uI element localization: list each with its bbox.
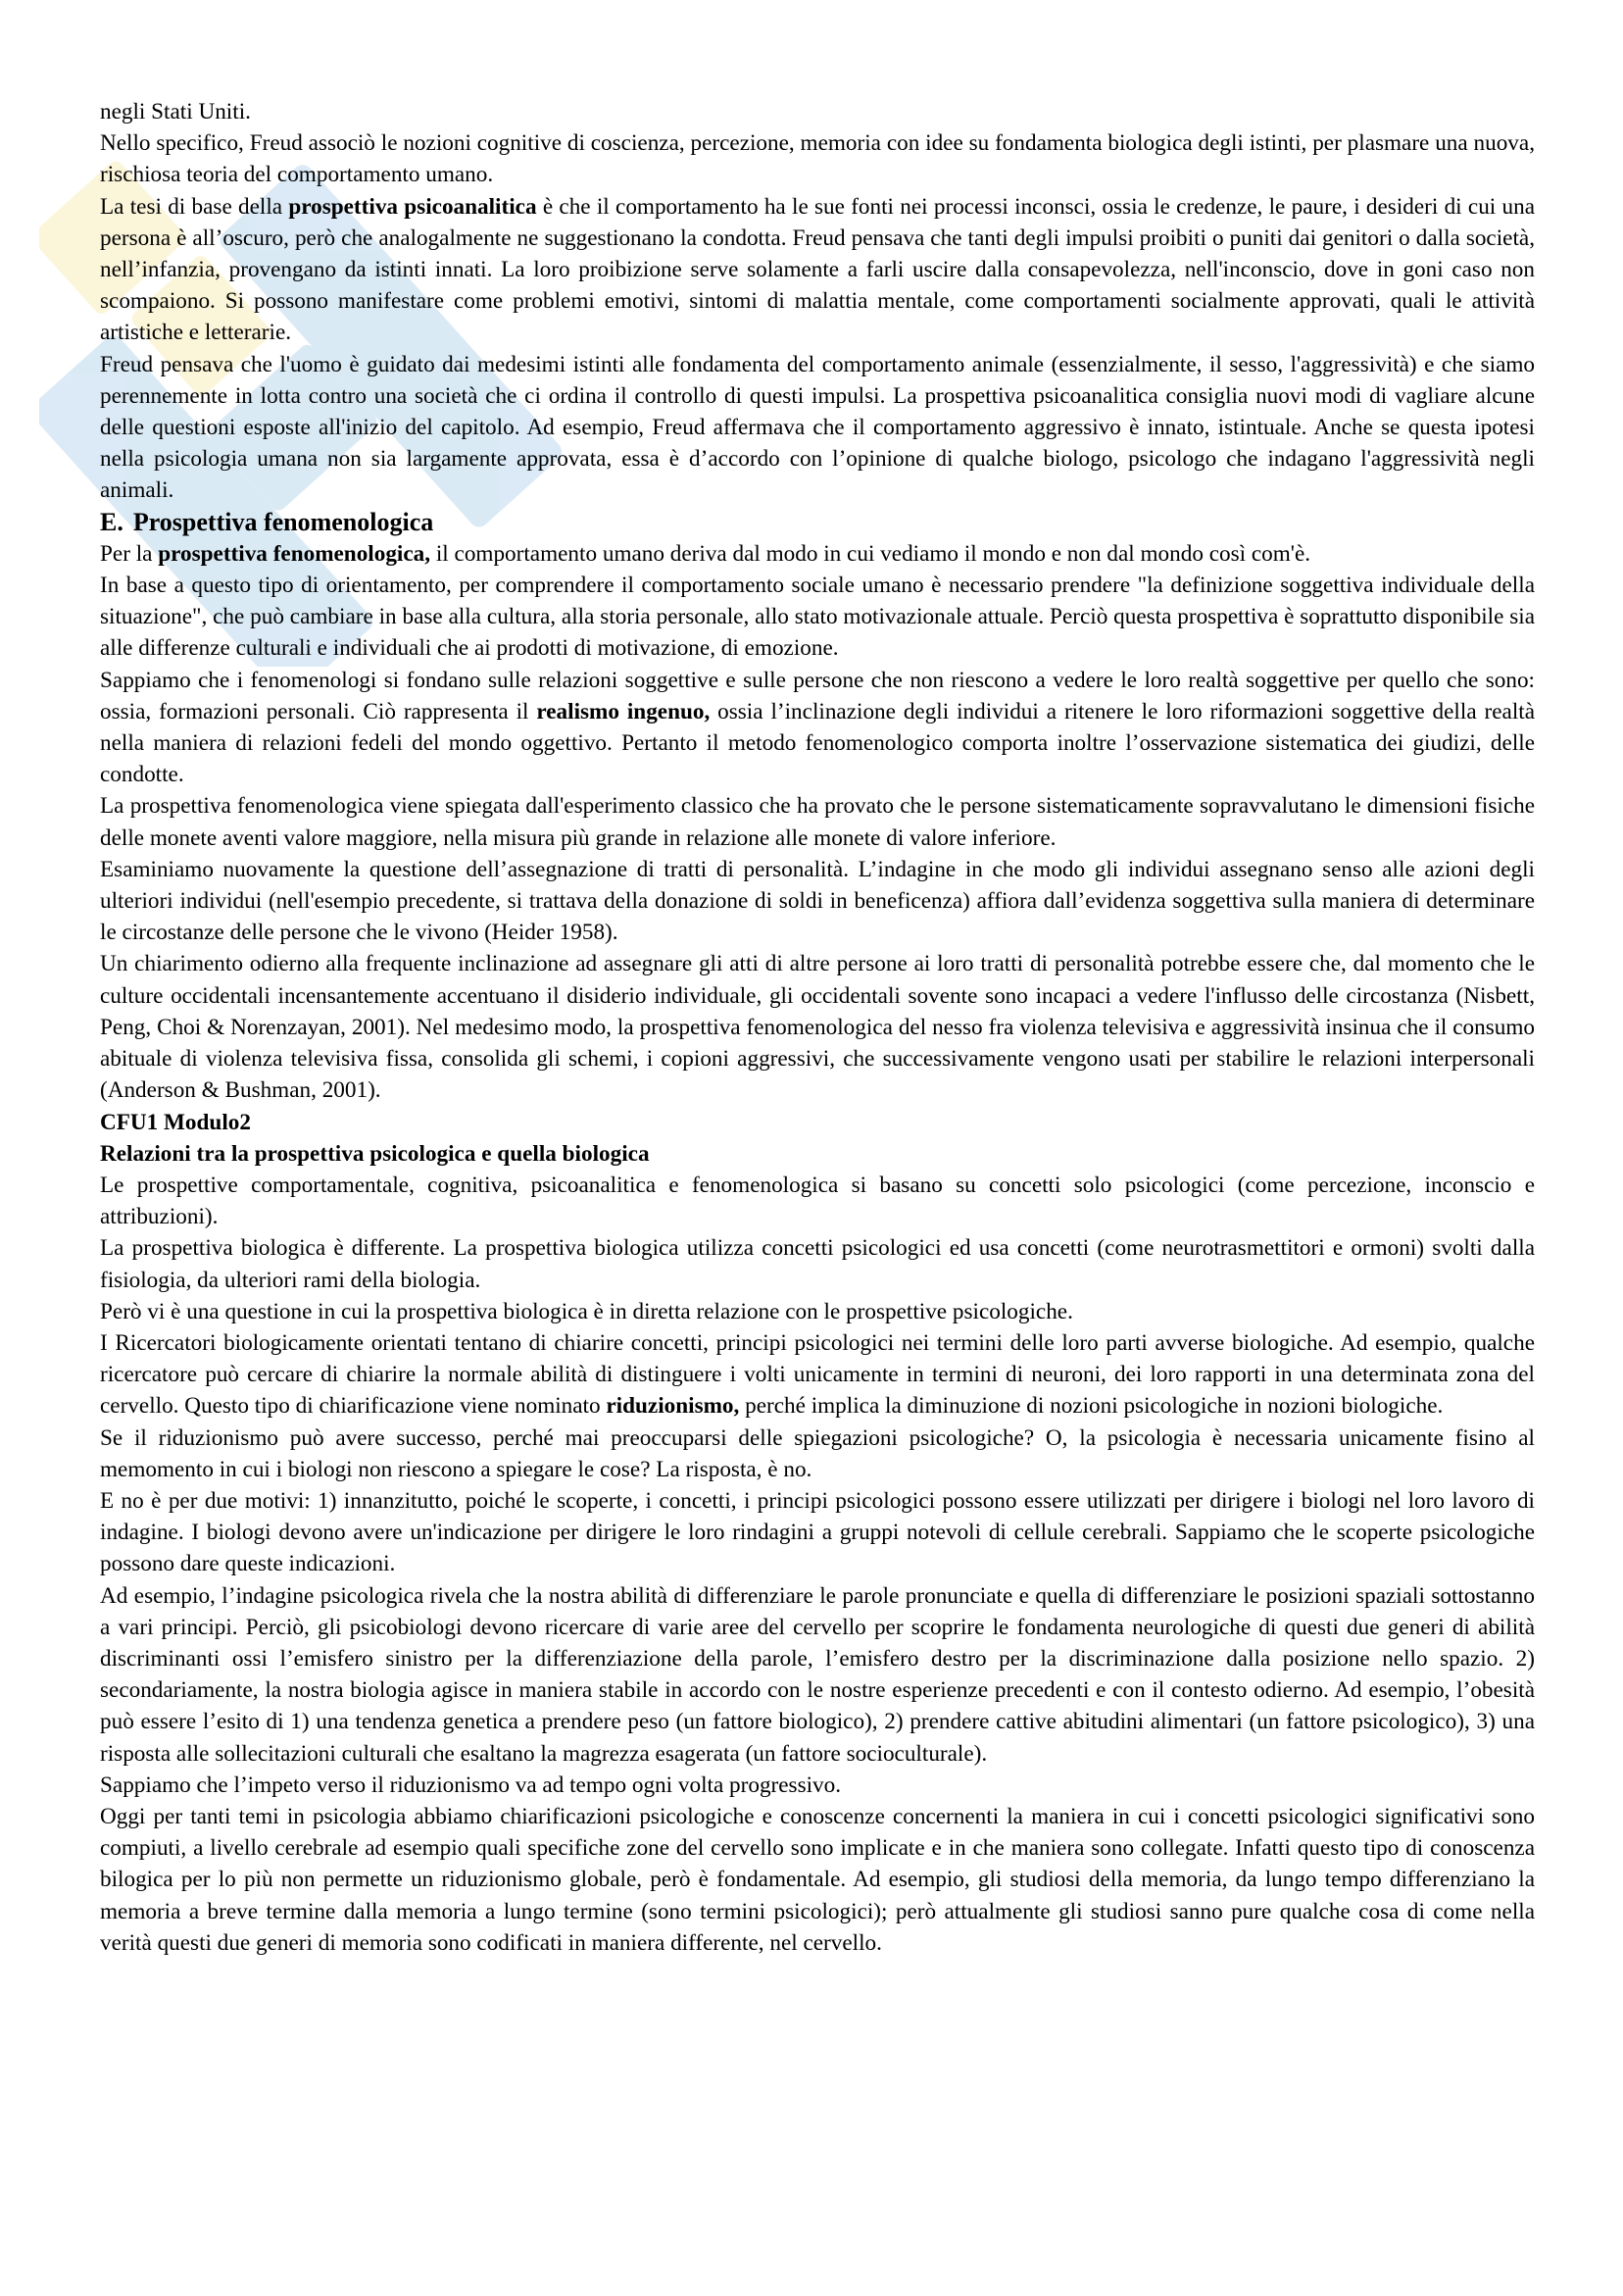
text-run: Nello specifico, Freud associò le nozioni cognitive di coscienza, percezione, memoria con idee su fondamenta biologica degli istinti, per plasmare una nuova, rischiosa teoria del comportamento umano. (100, 130, 1535, 188)
paragraph (100, 1327, 1535, 1423)
text-run: ossia l’inclinazione degli individui a ritenere le loro riformazioni soggettive della realtà nella maniera di relazioni fedeli del mondo oggettivo. Pertanto il metodo fenomenologico comporta inoltre l’osservazione sistematica dei giudizi, delle condotte. (100, 698, 1535, 788)
paragraph (100, 1770, 1535, 1801)
text-run: Ad esempio, l’indagine psicologica rivela che la nostra abilità di differenziare le parole pronunciate e quella di differenziare le posizioni spaziali sottostanno a vari principi. Perciò, gli psicobiologi devono ricercare di varie aree del cervello per scoprire le fondamenta neurologiche di questi due generi di abilità discriminanti ossi l’emisfero sinistro per la differenziazione della parole, l’emisfero destro per la discriminazione dalla posizione nello spazio. 2) secondariamente, la nostra biologia agisce in maniera stabile in accordo con le nostre esperienze precedenti e con il contesto odierno. Ad esempio, l’obesità può essere l’esito di 1) una tendenza genetica a prendere peso (un fattore biologico), 2) prendere cattive abitudini alimentari (un fattore psicologico), 3) una risposta alle sollecitazioni culturali che esaltano la magrezza esagerata (un fattore socioculturale). (100, 1582, 1535, 1767)
section-heading-letter: E. (100, 507, 123, 536)
paragraph (100, 1801, 1535, 1959)
text-run: Sappiamo che i fenomenologi si fondano sulle relazioni soggettive e sulle persone che non riescono a vedere le loro realtà soggettive per quello che sono: ossia, formazioni personali. Ciò rappresenta il (100, 667, 1535, 724)
paragraph (100, 96, 1535, 127)
paragraph (100, 1485, 1535, 1580)
text-run: Sappiamo che l’impeto verso il riduzionismo va ad tempo ogni volta progressivo. (100, 1772, 842, 1798)
paragraph (100, 1580, 1535, 1770)
text-run: Freud pensava che l'uomo è guidato dai medesimi istinti alle fondamenta del comportamento animale (essenzialmente, il sesso, l'aggressività) e che siamo perennemente in lotta contro una società che ci ordina il controllo di questi impulsi. La prospettiva psicoanalitica consiglia nuovi modi di vagliare alcune delle questioni esposte all'inizio del capitolo. Ad esempio, Freud affermava che il comportamento aggressivo è innato, istintuale. Anche se questa ipotesi nella psicologia umana non sia largamente approvata, essa è d’accordo con l’opinione di qualche biologo, psicologo che indagano l'aggressività negli animali. (100, 351, 1535, 504)
paragraph (100, 349, 1535, 507)
paragraph (100, 1423, 1535, 1485)
subsection-heading (100, 1138, 1535, 1170)
text-run: Un chiarimento odierno alla frequente inclinazione ad assegnare gli atti di altre persone ai loro tratti di personalità potrebbe essere che, dal momento che le culture occidentali incensantemente accentuano il disiderio individuale, gli occidentali sovente sono incapaci a vedere l'influsso delle circostanza (Nisbett, Peng, Choi & Norenzayan, 2001). Nel medesimo modo, la prospettiva fenomenologica del nesso fra violenza televisiva e aggressività insinua che il consumo abituale di violenza televisiva fissa, consolida gli schemi, i copioni aggressivi, che successivamente vengono usati per stabilire le relazioni interpersonali (Anderson & Bushman, 2001). (100, 951, 1535, 1104)
text-run: In base a questo tipo di orientamento, per comprendere il comportamento sociale umano è necessario prendere "la definizione soggettiva individuale della situazione", che può cambiare in base alla cultura, alla storia personale, allo stato motivazionale attuale. Perciò questa prospettiva è soprattutto disponibile sia alle differenze culturali e individuali che ai prodotti di motivazione, di emozione. (100, 573, 1535, 662)
paragraph (100, 790, 1535, 853)
paragraph (100, 1296, 1535, 1327)
subsection-heading-text: Relazioni tra la prospettiva psicologica e quella biologica (100, 1140, 650, 1167)
text-run: Se il riduzionismo può avere successo, perché mai preoccuparsi delle spiegazioni psicologiche? O, la psicologia è necessaria unicamente fisino al memomento in cui i biologi non riescono a spiegare le cose? La risposta, è no. (100, 1424, 1535, 1482)
text-run: La prospettiva fenomenologica viene spiegata dall'esperimento classico che ha provato che le persone sistematicamente sopravvalutano le dimensioni fisiche delle monete aventi valore maggiore, nella misura più grande in relazione alle monete di valore inferiore. (100, 793, 1535, 851)
section-heading-text: Prospettiva fenomenologica (132, 507, 434, 536)
text-run: negli Stati Uniti. (100, 99, 251, 125)
paragraph (100, 538, 1535, 570)
paragraph (100, 665, 1535, 791)
text-run: Esaminiamo nuovamente la questione dell’assegnazione di tratti di personalità. L’indagine in che modo gli individui assegnano senso alle azioni degli ulteriori individui (nell'esempio precedente, si trattava della donazione di soldi in beneficenza) affiora dall’evidenza soggettiva sulla maniera di determinare le circostanze delle persone che le vivono (Heider 1958). (100, 856, 1535, 946)
document-page (100, 96, 1535, 1959)
paragraph (100, 1170, 1535, 1232)
bold-term: prospettiva psicoanalitica (288, 193, 537, 220)
paragraph (100, 1232, 1535, 1295)
bold-term: realismo ingenuo, (536, 698, 711, 724)
paragraph (100, 191, 1535, 349)
text-run: E no è per due motivi: 1) innanzitutto, poiché le scoperte, i concetti, i principi psicologici possono essere utilizzati per dirigere i biologi nel loro lavoro di indagine. I biologi devono avere un'indicazione per dirigere le loro rindagini a gruppi notevoli di cellule cerebrali. Sappiamo che le scoperte psicologiche possono dare queste indicazioni. (100, 1487, 1535, 1577)
text-run: Oggi per tanti temi in psicologia abbiamo chiarificazioni psicologiche e conoscenze concernenti la maniera in cui i concetti psicologici significativi sono compiuti, a livello cerebrale ad esempio quali specifiche zone del cervello sono implicate e in che maniera sono collegate. Infatti questo tipo di conoscenza bilogica per lo più non permette un riduzionismo globale, però è fondamentale. Ad esempio, gli studiosi della memoria, da lungo tempo differenziano la memoria a breve termine dalla memoria a lungo termine (sono termini psicologici); però attualmente gli studiosi sanno pure qualche cosa di come nella verità questi due generi di memoria sono codificati in maniera differente, nel cervello. (100, 1803, 1535, 1956)
text-run: Le prospettive comportamentale, cognitiva, psicoanalitica e fenomenologica si basano su concetti solo psicologici (come percezione, inconscio e attribuzioni). (100, 1172, 1535, 1230)
subsection-heading-text: CFU1 Modulo2 (100, 1109, 251, 1135)
paragraph (100, 127, 1535, 190)
text-run: Per la (100, 540, 159, 567)
text-run: è che il comportamento ha le sue fonti nei processi inconsci, ossia le credenze, le paure, i desideri di cui una persona è all’oscuro, però che analogalmente ne suggestionano la condotta. Freud pensava che tanti degli impulsi proibiti o puniti dai genitori o dalla società, nell’infanzia, provengano da istinti innati. La loro proibizione serve solamente a farli uscire dalla consapevolezza, nell'inconscio, dove in goni caso non scompaiono. Si possono manifestare come problemi emotivi, sintomi di malattia mentale, come comportamenti socialmente approvati, quali le attività artistiche e letterarie. (100, 193, 1535, 346)
section-heading (100, 507, 1535, 538)
subsection-heading (100, 1107, 1535, 1138)
text-run: perché implica la diminuzione di nozioni psicologiche in nozioni biologiche. (739, 1393, 1444, 1420)
bold-term: prospettiva fenomenologica, (158, 540, 431, 567)
text-run: La tesi di base della (100, 193, 289, 220)
text-run: Però vi è una questione in cui la prospettiva biologica è in diretta relazione con le prospettive psicologiche. (100, 1298, 1073, 1324)
text-run: La prospettiva biologica è differente. La prospettiva biologica utilizza concetti psicologici ed usa concetti (come neurotrasmettitori e ormoni) svolti dalla fisiologia, da ulteriori rami della biologia. (100, 1235, 1535, 1293)
paragraph (100, 570, 1535, 665)
paragraph (100, 854, 1535, 949)
paragraph (100, 948, 1535, 1106)
text-run: I Ricercatori biologicamente orientati tentano di chiarire concetti, principi psicologici nei termini delle loro parti avverse biologiche. Ad esempio, qualche ricercatore può cercare di chiarire la normale abilità di distinguere i volti unicamente in termini di neuroni, dei loro rapporti in una determinata zona del cervello. Questo tipo di chiarificazione viene nominato (100, 1329, 1535, 1420)
bold-term: riduzionismo, (606, 1393, 740, 1420)
text-run: il comportamento umano deriva dal modo in cui vediamo il mondo e non dal mondo così com'è. (430, 540, 1311, 567)
